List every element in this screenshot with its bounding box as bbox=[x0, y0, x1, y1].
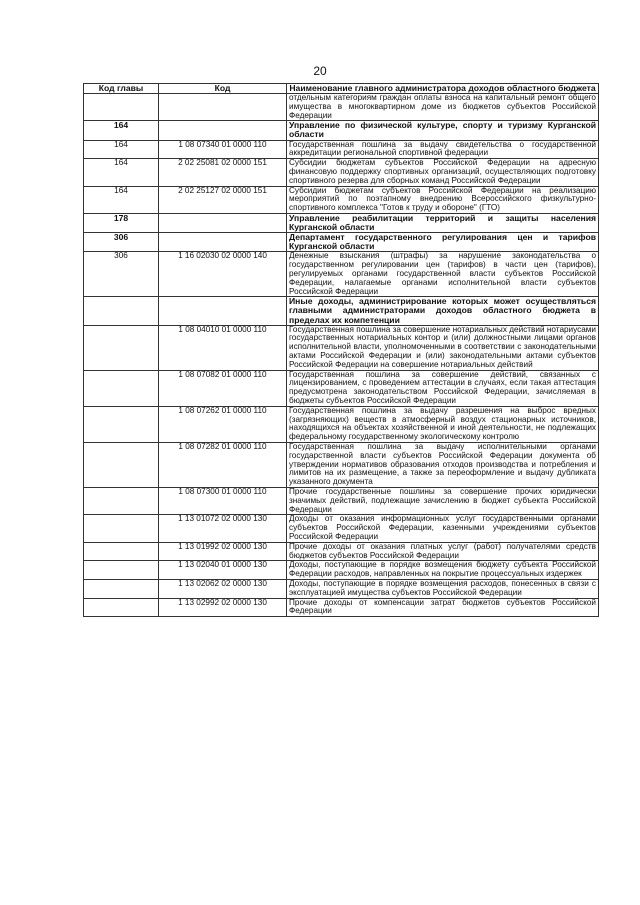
table-row bbox=[84, 487, 599, 514]
table-row bbox=[84, 233, 599, 252]
table-header-row bbox=[84, 84, 599, 94]
administrator-name-cell: Субсидии бюджетам субъектов Российской Федерации на реализацию мероприятий по поэтапному внедрению Всероссийского физкультурно-спортивного комплекса "Готов к труду и обороне" (ГТО) bbox=[287, 186, 599, 213]
administrator-name-cell: Доходы, поступающие в порядке возмещения бюджету субъекта Российской Федерации расходов, направленных на покрытие процессуальных издержек bbox=[287, 561, 599, 580]
budget-code-cell bbox=[159, 213, 287, 232]
administrator-name-cell: Департамент государственного регулирования цен и тарифов Курганской области bbox=[287, 233, 599, 252]
chapter-code-cell bbox=[84, 579, 159, 598]
table-row bbox=[84, 579, 599, 598]
table-row bbox=[84, 94, 599, 121]
chapter-code-cell bbox=[84, 370, 159, 406]
table-row bbox=[84, 159, 599, 186]
budget-code-cell bbox=[159, 94, 287, 121]
chapter-code-cell bbox=[84, 598, 159, 617]
chapter-code-cell bbox=[84, 406, 159, 442]
table-row bbox=[84, 442, 599, 487]
revenue-administrators-table bbox=[83, 83, 599, 617]
table-row bbox=[84, 252, 599, 297]
chapter-code-cell: 164 bbox=[84, 159, 159, 186]
table-row bbox=[84, 515, 599, 542]
chapter-code-cell bbox=[84, 487, 159, 514]
administrator-name-cell: Государственная пошлина за выдачу исполнительными органами государственной власти субъектов Российской Федерации документа об утверждении нормативов образования отходов производства и потребления и лимитов на их размещение, а также за переоформление и выдачу дубликата указанного документа bbox=[287, 442, 599, 487]
budget-code-cell bbox=[159, 121, 287, 140]
table-row bbox=[84, 561, 599, 580]
budget-code-cell: 1 16 02030 02 0000 140 bbox=[159, 252, 287, 297]
budget-code-cell bbox=[159, 297, 287, 325]
administrator-name-cell: Прочие доходы от оказания платных услуг (работ) получателями средств бюджетов субъектов Российской Федерации bbox=[287, 542, 599, 561]
administrator-name-cell: Управление по физической культуре, спорту и туризму Курганской области bbox=[287, 121, 599, 140]
budget-code-cell: 1 08 07300 01 0000 110 bbox=[159, 487, 287, 514]
budget-code-cell: 1 08 07340 01 0000 110 bbox=[159, 140, 287, 159]
chapter-code-cell: 306 bbox=[84, 252, 159, 297]
chapter-code-cell: 178 bbox=[84, 213, 159, 232]
budget-code-cell: 1 08 07082 01 0000 110 bbox=[159, 370, 287, 406]
chapter-code-cell bbox=[84, 542, 159, 561]
chapter-code-cell: 306 bbox=[84, 233, 159, 252]
administrator-name-cell: Государственная пошлина за выдачу свидетельства о государственной аккредитации региональной спортивной федерации bbox=[287, 140, 599, 159]
budget-code-cell bbox=[159, 233, 287, 252]
budget-code-cell: 1 13 02992 02 0000 130 bbox=[159, 598, 287, 617]
chapter-code-cell bbox=[84, 561, 159, 580]
table-row bbox=[84, 542, 599, 561]
budget-code-cell: 2 02 25081 02 0000 151 bbox=[159, 159, 287, 186]
administrator-name-cell: Государственная пошлина за совершение нотариальных действий нотариусами государственных нотариальных контор и (или) должностными лицами органов исполнительной власти, уполномоченными в соответствии с законодательными актами Российской Федерации и (или) законодательными актами субъектов Российской Федерации на совершение нотариальных действий bbox=[287, 325, 599, 370]
table-row bbox=[84, 598, 599, 617]
chapter-code-cell bbox=[84, 515, 159, 542]
administrator-name-cell: Государственная пошлина за выдачу разрешения на выброс вредных (загрязняющих) веществ в атмосферный воздух стационарных источников, находящихся на объектах хозяйственной и иной деятельности, не подлежащих федеральному государственному экологическому контролю bbox=[287, 406, 599, 442]
chapter-code-cell bbox=[84, 94, 159, 121]
table-body bbox=[84, 94, 599, 617]
administrator-name-cell: Доходы от оказания информационных услуг государственными органами субъектов Российской Федерации, казенными учреждениями субъектов Российской Федерации bbox=[287, 515, 599, 542]
table-row bbox=[84, 370, 599, 406]
chapter-code-cell bbox=[84, 297, 159, 325]
table-row bbox=[84, 121, 599, 140]
budget-code-cell: 2 02 25127 02 0000 151 bbox=[159, 186, 287, 213]
table-row bbox=[84, 213, 599, 232]
budget-code-cell: 1 13 01992 02 0000 130 bbox=[159, 542, 287, 561]
budget-code-cell: 1 13 02040 01 0000 130 bbox=[159, 561, 287, 580]
budget-code-cell: 1 08 04010 01 0000 110 bbox=[159, 325, 287, 370]
chapter-code-cell bbox=[84, 325, 159, 370]
administrator-name-cell: Прочие доходы от компенсации затрат бюджетов субъектов Российской Федерации bbox=[287, 598, 599, 617]
budget-code-cell: 1 08 07282 01 0000 110 bbox=[159, 442, 287, 487]
administrator-name-cell: Денежные взыскания (штрафы) за нарушение законодательства о государственном регулировании цен (тарифов) в части цен (тарифов), регулируемых органами государственной власти субъектов Российской Федерации, налагаемые органами исполнительной власти субъектов Российской Федерации bbox=[287, 252, 599, 297]
administrator-name-cell: Прочие государственные пошлины за совершение прочих юридически значимых действий, подлежащие зачислению в бюджет субъекта Российской Федерации bbox=[287, 487, 599, 514]
administrator-name-cell: отдельным категориям граждан оплаты взноса на капитальный ремонт общего имущества в многоквартирном доме из бюджетов субъектов Российской Федерации bbox=[287, 94, 599, 121]
table-row bbox=[84, 325, 599, 370]
table-row bbox=[84, 406, 599, 442]
table-row bbox=[84, 297, 599, 325]
header-chapter-code: Код главы bbox=[84, 84, 159, 94]
table-row bbox=[84, 186, 599, 213]
budget-code-cell: 1 08 07262 01 0000 110 bbox=[159, 406, 287, 442]
chapter-code-cell: 164 bbox=[84, 121, 159, 140]
chapter-code-cell bbox=[84, 442, 159, 487]
header-administrator-name: Наименование главного администратора доходов областного бюджета bbox=[287, 84, 599, 94]
chapter-code-cell: 164 bbox=[84, 140, 159, 159]
administrator-name-cell: Иные доходы, администрирование которых может осуществляться главными администраторами доходов областного бюджета в пределах их компетенции bbox=[287, 297, 599, 325]
budget-code-cell: 1 13 02062 02 0000 130 bbox=[159, 579, 287, 598]
administrator-name-cell: Государственная пошлина за совершение действий, связанных с лицензированием, с проведением аттестации в случаях, если такая аттестация предусмотрена законодательством Российской Федерации, зачисляемая в бюджеты субъектов Российской Федерации bbox=[287, 370, 599, 406]
budget-code-cell: 1 13 01072 02 0000 130 bbox=[159, 515, 287, 542]
page-number: 20 bbox=[313, 64, 327, 78]
administrator-name-cell: Доходы, поступающие в порядке возмещения расходов, понесенных в связи с эксплуатацией имущества субъектов Российской Федерации bbox=[287, 579, 599, 598]
chapter-code-cell: 164 bbox=[84, 186, 159, 213]
administrator-name-cell: Управление реабилитации территорий и защиты населения Курганской области bbox=[287, 213, 599, 232]
table-row bbox=[84, 140, 599, 159]
header-code: Код bbox=[159, 84, 287, 94]
administrator-name-cell: Субсидии бюджетам субъектов Российской Федерации на адресную финансовую поддержку спортивных организаций, осуществляющих подготовку спортивного резерва для сборных команд Российской Федерации bbox=[287, 159, 599, 186]
